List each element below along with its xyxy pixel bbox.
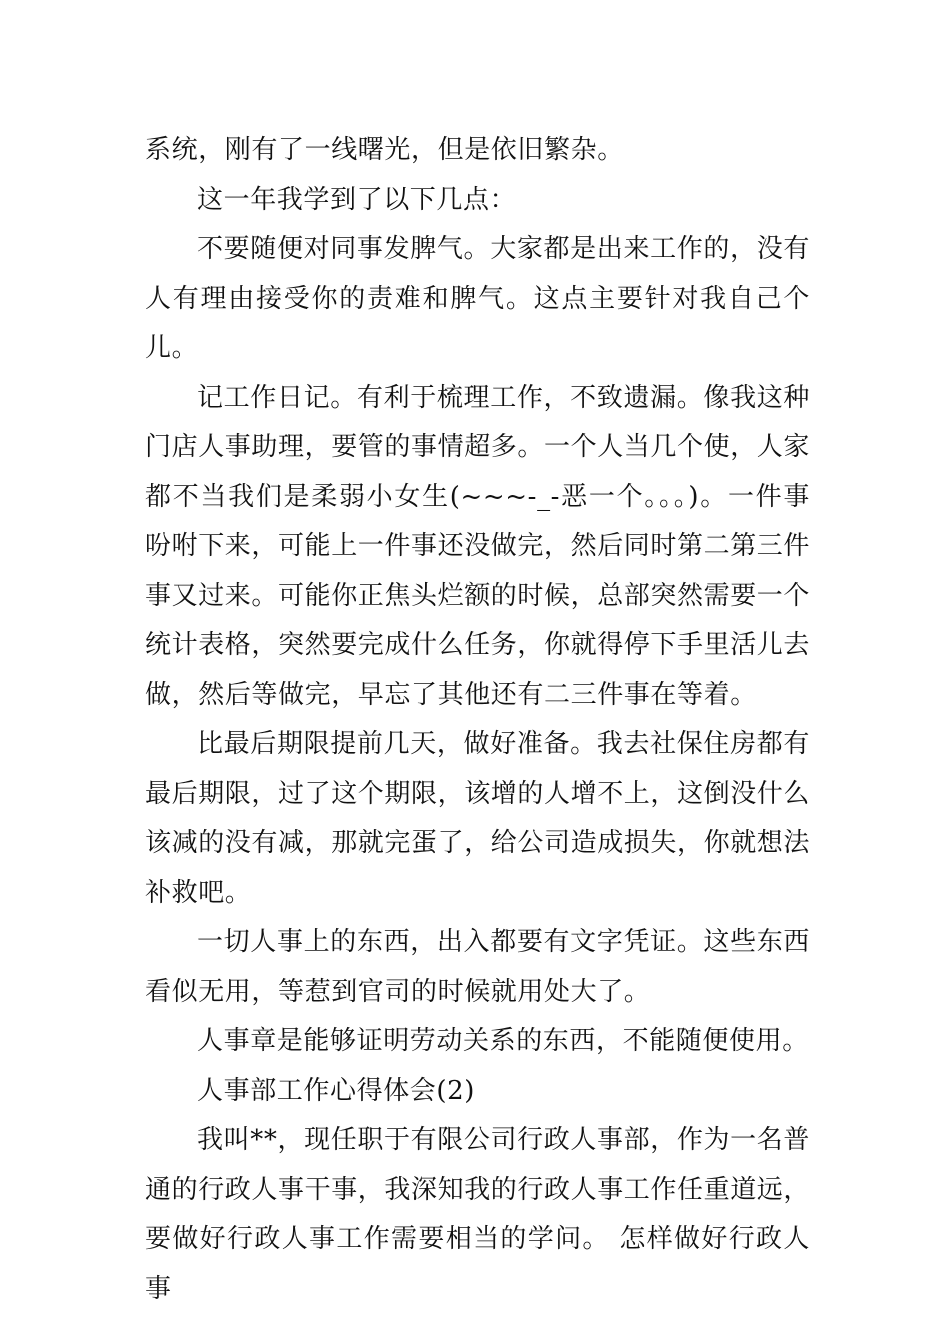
paragraph-1: 系统，刚有了一线曙光，但是依旧繁杂。: [145, 135, 624, 165]
paragraph-6: 一切人事上的东西，出入都要有文字凭证。这些东西看似无用，等惹到官司的时候就用处大了。: [145, 927, 810, 1007]
paragraph-9: 我叫**，现任职于有限公司行政人事部，作为一名普通的行政人事干事，我深知我的行政人事工作任重道远，要做好行政人事工作需要相当的学问。 怎样做好行政人事: [145, 1125, 811, 1304]
paragraph-5: 比最后期限提前几天，做好准备。我去社保住房都有最后期限，过了这个期限，该增的人增不上，这倒没什么该减的没有减，那就完蛋了，给公司造成损失，你就想法补救吧。: [145, 729, 811, 908]
document-body: [145, 126, 810, 1314]
paragraph-2: 这一年我学到了以下几点：: [197, 184, 517, 215]
paragraph-4: 记工作日记。有利于梳理工作，不致遗漏。像我这种门店人事助理，要管的事情超多。一个人当几个使，人家都不当我们是柔弱小女生(~~~-_-恶一个。。。)。一件事吩咐下来，可能上一件事还没做完，然后同时第二第三件事又过来。可能你正焦头烂额的时候，总部突然需要一个统计表格，突然要完成什么任务，你就得停下手里活儿去做，然后等做完，早忘了其他还有二三件事在等着。: [145, 382, 811, 710]
paragraph-7: 人事章是能够证明劳动关系的东西，不能随便使用。: [197, 1026, 809, 1056]
paragraph-3: 不要随便对同事发脾气。大家都是出来工作的，没有人有理由接受你的责难和脾气。这点主要针对我自己个儿。: [145, 234, 810, 363]
section-heading: 人事部工作心得体会(2): [197, 1075, 476, 1106]
